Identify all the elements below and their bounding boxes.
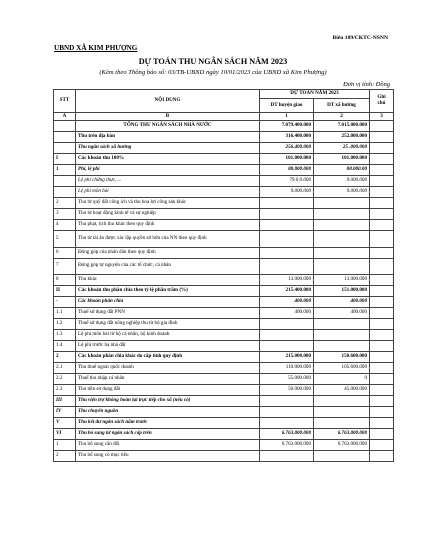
row-district-value: 400.000 (260, 308, 314, 319)
table-row (54, 363, 394, 374)
table-row (54, 297, 394, 308)
row-commune-value: 88.000.00 (314, 165, 370, 176)
row-stt: 5 (54, 231, 76, 248)
row-stt (54, 121, 76, 132)
row-stt: 2 (54, 352, 76, 363)
table-row (54, 209, 394, 220)
row-content: Thu ngân sách xã hưởng (76, 143, 260, 154)
header-note (370, 90, 394, 113)
row-stt: 2 (54, 451, 76, 462)
row-content: Các khoản phân chia khác do cấp tỉnh quy định (76, 352, 260, 363)
row-district-value: 79.0 0.000 (260, 176, 314, 187)
row-note (370, 176, 394, 187)
row-content: Thu từ tài ản được xác lập quyền sở hữu của NN theo quy định (76, 231, 260, 248)
row-commune-value (314, 209, 370, 220)
table-row (54, 341, 394, 352)
row-note (370, 451, 394, 462)
row-commune-value (314, 258, 370, 275)
row-note (370, 220, 394, 231)
table-row (54, 418, 394, 429)
row-content: Thu tiền sử dụng đất (76, 385, 260, 396)
row-stt: - (54, 297, 76, 308)
row-content: Thu khác (76, 275, 260, 286)
table-row (54, 352, 394, 363)
row-district-value (260, 258, 314, 275)
table-row (54, 143, 394, 154)
row-commune-value (314, 396, 370, 407)
budget-table (53, 89, 394, 462)
row-stt: 1.1 (54, 308, 76, 319)
row-commune-value: 7.015.000.000 (314, 121, 370, 132)
row-note (370, 319, 394, 330)
row-note (370, 154, 394, 165)
row-district-value: 400.000 (260, 297, 314, 308)
row-note (370, 429, 394, 440)
header-stt: STT (54, 90, 76, 113)
row-commune-value: 13.000.000 (314, 275, 370, 286)
row-content: TỔNG THU NGÂN SÁCH NHÀ NƯỚC (76, 121, 260, 132)
budget-table-body (54, 121, 394, 462)
row-commune-value: 45.000.000 (314, 385, 370, 396)
row-district-value (260, 407, 314, 418)
row-stt (54, 132, 76, 143)
row-stt (54, 143, 76, 154)
table-row (54, 165, 394, 176)
table-row (54, 132, 394, 143)
row-commune-value (314, 407, 370, 418)
row-note (370, 286, 394, 297)
row-district-value (260, 418, 314, 429)
row-district-value (260, 396, 314, 407)
header-district: DT huyện giao (260, 99, 314, 113)
unit-note: Đơn vị tính: Đồng (343, 81, 390, 88)
row-note (370, 198, 394, 209)
row-commune-value: 25 .000.000 (314, 143, 370, 154)
row-content: Thu chuyển nguồn (76, 407, 260, 418)
table-row (54, 451, 394, 462)
row-commune-value: 400.000 (314, 297, 370, 308)
index-1: 1 (260, 113, 314, 121)
row-commune-value: 105.600.000 (314, 363, 370, 374)
row-note (370, 374, 394, 385)
row-note (370, 258, 394, 275)
row-note (370, 209, 394, 220)
row-stt: V (54, 418, 76, 429)
row-stt: 1 (54, 165, 76, 176)
row-stt: 3 (54, 209, 76, 220)
row-district-value: 50.000.000 (260, 385, 314, 396)
row-stt (54, 187, 76, 198)
row-content: Lệ phí trước bạ nhà đất (76, 341, 260, 352)
index-2: 2 (314, 113, 370, 121)
form-code: Biểu 109/CKTC-NSNN (332, 35, 388, 41)
row-commune-value (314, 451, 370, 462)
row-stt: 1.2 (54, 319, 76, 330)
table-row (54, 308, 394, 319)
table-row (54, 220, 394, 231)
row-stt: 1.3 (54, 330, 76, 341)
row-district-value (260, 451, 314, 462)
row-note (370, 330, 394, 341)
table-row (54, 330, 394, 341)
row-note (370, 231, 394, 248)
row-commune-value: 101.000.000 (314, 154, 370, 165)
table-row (54, 231, 394, 248)
row-stt: 6 (54, 247, 76, 258)
row-commune-value (314, 418, 370, 429)
row-content: Các khoản phân chia (76, 297, 260, 308)
row-content: Thu từ quỹ đất công ích và thu hoa lợi công sản khác (76, 198, 260, 209)
table-row (54, 319, 394, 330)
row-district-value (260, 231, 314, 248)
table-row (54, 176, 394, 187)
row-stt: IV (54, 407, 76, 418)
row-stt: 1 (54, 440, 76, 451)
row-commune-value: 252.000.000 (314, 132, 370, 143)
row-note (370, 341, 394, 352)
table-row (54, 198, 394, 209)
row-commune-value: 9.000.000 (314, 176, 370, 187)
row-content: Lệ phí môn bài từ hộ cá nhân, hộ kinh doanh (76, 330, 260, 341)
row-district-value (260, 247, 314, 258)
row-district-value: 13.000.000 (260, 275, 314, 286)
row-content: Đóng góp của nhân dân theo quy định (76, 247, 260, 258)
table-row (54, 258, 394, 275)
row-note (370, 187, 394, 198)
row-note (370, 165, 394, 176)
row-stt: 2.1 (54, 363, 76, 374)
row-commune-value: 0 (314, 374, 370, 385)
index-a: A (54, 113, 76, 121)
row-stt: 4 (54, 220, 76, 231)
header-note-line-2: chú (377, 100, 386, 106)
row-note (370, 143, 394, 154)
row-stt: 8 (54, 275, 76, 286)
row-content: Thuế sử dụng đất nông nghiệp thu từ hộ gia đình (76, 319, 260, 330)
table-row (54, 396, 394, 407)
row-content: Thuế thu nhập cá nhân (76, 374, 260, 385)
table-row (54, 154, 394, 165)
row-content: Lệ phí chứng thực,.... (76, 176, 260, 187)
row-content: Thu từ hoạt động kinh tế và sự nghiệp (76, 209, 260, 220)
row-note (370, 275, 394, 286)
row-note (370, 418, 394, 429)
row-commune-value (314, 220, 370, 231)
table-row (54, 121, 394, 132)
row-stt: II (54, 286, 76, 297)
row-stt (54, 176, 76, 187)
row-stt: 2.2 (54, 374, 76, 385)
row-commune-value (314, 330, 370, 341)
row-commune-value (314, 247, 370, 258)
row-commune-value: 6.763.000.000 (314, 429, 370, 440)
row-content: Thu viện trợ không hoàn lại trực tiếp cho xã (nếu có) (76, 396, 260, 407)
row-district-value: 256.400.000 (260, 143, 314, 154)
table-row (54, 374, 394, 385)
row-commune-value (314, 341, 370, 352)
row-note (370, 396, 394, 407)
table-row (54, 286, 394, 297)
table-row (54, 275, 394, 286)
row-content: Thu bổ sung từ ngân sách cấp trên (76, 429, 260, 440)
row-commune-value (314, 231, 370, 248)
table-row (54, 440, 394, 451)
row-stt: 7 (54, 258, 76, 275)
row-content: Thuế sử dụng đất PNN (76, 308, 260, 319)
row-district-value: 6.763.000.000 (260, 429, 314, 440)
index-b: B (76, 113, 260, 121)
document-title: DỰ TOÁN THU NGÂN SÁCH NĂM 2023 (138, 57, 288, 66)
row-commune-value: 9.000.000 (314, 187, 370, 198)
row-district-value (260, 220, 314, 231)
row-district-value: 7.079.400.000 (260, 121, 314, 132)
row-district-value: 6.763.000.000 (260, 440, 314, 451)
header-note-line-1: Ghi (377, 94, 386, 101)
table-row (54, 385, 394, 396)
row-district-value: 88.000.000 (260, 165, 314, 176)
row-note (370, 385, 394, 396)
row-commune-value (314, 198, 370, 209)
row-content: Thu phạt, tịch thu khác theo quy định (76, 220, 260, 231)
row-note (370, 297, 394, 308)
row-content: Thu trên địa bàn (76, 132, 260, 143)
row-district-value: 215.000.000 (260, 352, 314, 363)
row-commune-value: 150.600.000 (314, 352, 370, 363)
row-note (370, 132, 394, 143)
table-row (54, 187, 394, 198)
row-district-value (260, 319, 314, 330)
row-note (370, 247, 394, 258)
table-row (54, 407, 394, 418)
row-district-value: 55.000.000 (260, 374, 314, 385)
row-district-value: 101.000.000 (260, 154, 314, 165)
row-content: Phí, lệ phí (76, 165, 260, 176)
index-3: 3 (370, 113, 394, 121)
row-content: Lệ phí môn bài (76, 187, 260, 198)
row-commune-value: 6.763.000.000 (314, 440, 370, 451)
row-commune-value (314, 319, 370, 330)
row-note (370, 308, 394, 319)
row-district-value (260, 330, 314, 341)
row-stt: 1.4 (54, 341, 76, 352)
row-note (370, 121, 394, 132)
row-stt: 2 (54, 198, 76, 209)
row-content: Thu kết dư ngân sách năm trước (76, 418, 260, 429)
row-content: Thu thuế ngoài quốc doanh (76, 363, 260, 374)
row-stt: VI (54, 429, 76, 440)
row-note (370, 440, 394, 451)
row-district-value: 215.400.000 (260, 286, 314, 297)
row-content: Các khoản thu 100% (76, 154, 260, 165)
row-district-value (260, 209, 314, 220)
row-district-value (260, 198, 314, 209)
table-row (54, 247, 394, 258)
row-commune-value: 151.000.000 (314, 286, 370, 297)
row-commune-value: 400.000 (314, 308, 370, 319)
row-district-value (260, 341, 314, 352)
header-estimate: DỰ TOÁN NĂM 2023 (260, 90, 370, 99)
row-content: Thu bổ sung cân đối (76, 440, 260, 451)
row-content: Đóng góp tự nguyện của các tổ chức, cá nhân (76, 258, 260, 275)
row-note (370, 352, 394, 363)
row-stt: III (54, 396, 76, 407)
row-district-value: 9.000.000 (260, 187, 314, 198)
document-subtitle: (Kèm theo Thông báo số: 03/TB-UBND ngày 10/01/2023 của UBND xã Kim Phượng) (99, 69, 327, 76)
row-note (370, 363, 394, 374)
header-commune: DT xã hường (314, 99, 370, 113)
row-content: Các khoản thu phân chia theo tỷ lệ phần trăm (%) (76, 286, 260, 297)
row-content: Thu bổ sung có mục tiêu (76, 451, 260, 462)
row-district-value: 316.400.000 (260, 132, 314, 143)
row-stt: I (54, 154, 76, 165)
header-content: NỘI DUNG (76, 90, 260, 113)
table-row (54, 429, 394, 440)
row-note (370, 407, 394, 418)
row-stt: 2.3 (54, 385, 76, 396)
organization-name: UBND XÃ KIM PHƯỢNG (54, 44, 138, 52)
row-district-value: 110.000.000 (260, 363, 314, 374)
